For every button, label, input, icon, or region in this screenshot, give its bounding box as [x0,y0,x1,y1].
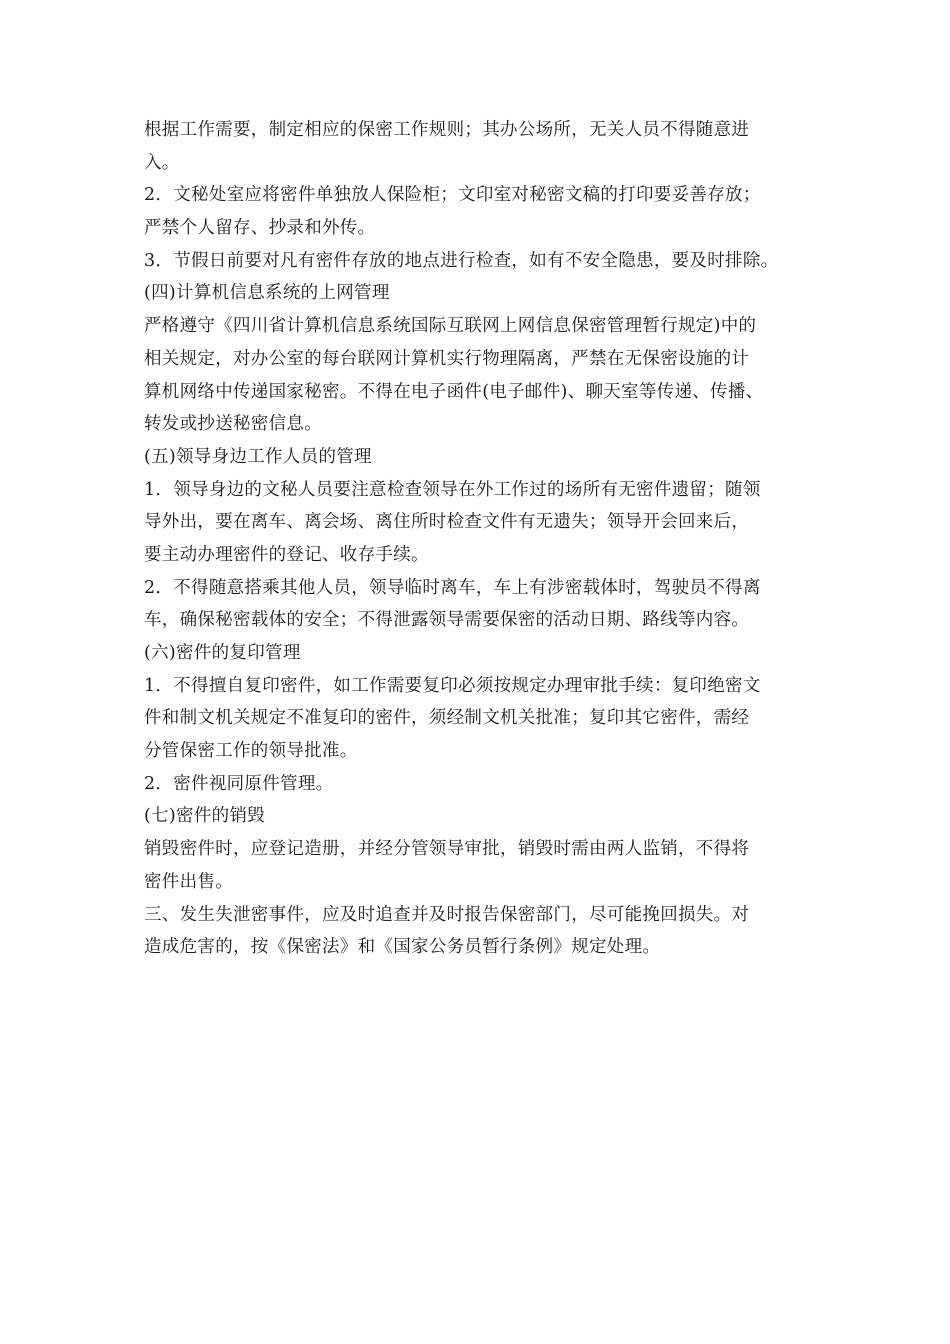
section-heading: (五)领导身边工作人员的管理 [144,446,372,467]
section-heading: (七)密件的销毁 [144,806,266,827]
text-line: 件和制文机关规定不准复印的密件，须经制文机关批准；复印其它密件，需经 [144,708,750,729]
text-line: 严禁个人留存、抄录和外传。 [144,218,376,239]
text-line: 1．不得擅自复印密件，如工作需要复印必须按规定办理审批手续：复印绝密文 [144,675,761,696]
text-line: 密件出售。 [144,871,233,892]
text-line: 算机网络中传递国家秘密。不得在电子函件(电子邮件)、聊天室等传递、传播、 [144,381,764,402]
text-line: 2．不得随意搭乘其他人员，领导临时离车，车上有涉密载体时，驾驶员不得离 [144,577,761,598]
section-heading: (四)计算机信息系统的上网管理 [144,283,390,304]
text-line: 转发或抄送秘密信息。 [144,414,322,435]
text-line: 相关规定，对办公室的每台联网计算机实行物理隔离，严禁在无保密设施的计 [144,348,750,369]
text-line: 销毁密件时，应登记造册，并经分管领导审批，销毁时需由两人监销，不得将 [144,839,750,860]
text-line: 造成危害的，按《保密法》和《国家公务员暂行条例》规定处理。 [144,937,661,958]
text-line: 2．文秘处室应将密件单独放人保险柜；文印室对秘密文稿的打印要妥善存放； [144,185,761,206]
text-line: 2．密件视同原件管理。 [144,773,334,794]
section-heading: (六)密件的复印管理 [144,643,301,663]
text-line: 3．节假日前要对凡有密件存放的地点进行检查，如有不安全隐患，要及时排除。 [144,250,779,271]
text-line: 要主动办理密件的登记、收存手续。 [144,544,429,565]
text-line: 严格遵守《四川省计算机信息系统国际互联网上网信息保密管理暂行规定)中的 [144,316,757,337]
text-line: 根据工作需要，制定相应的保密工作规则；其办公场所，无关人员不得随意进 [144,120,750,140]
text-line: 1．领导身边的文秘人员要注意检查领导在外工作过的场所有无密件遗留；随领 [144,479,761,500]
document-body [144,114,824,964]
text-line: 三、发生失泄密事件，应及时追查并及时报告保密部门，尽可能挽回损失。对 [144,904,750,925]
text-line: 入。 [144,152,180,173]
text-line: 分管保密工作的领导批准。 [144,741,358,762]
text-line: 导外出，要在离车、离会场、离住所时检查文件有无遗失；领导开会回来后， [144,512,750,533]
text-line: 车，确保秘密载体的安全；不得泄露领导需要保密的活动日期、路线等内容。 [144,610,750,631]
